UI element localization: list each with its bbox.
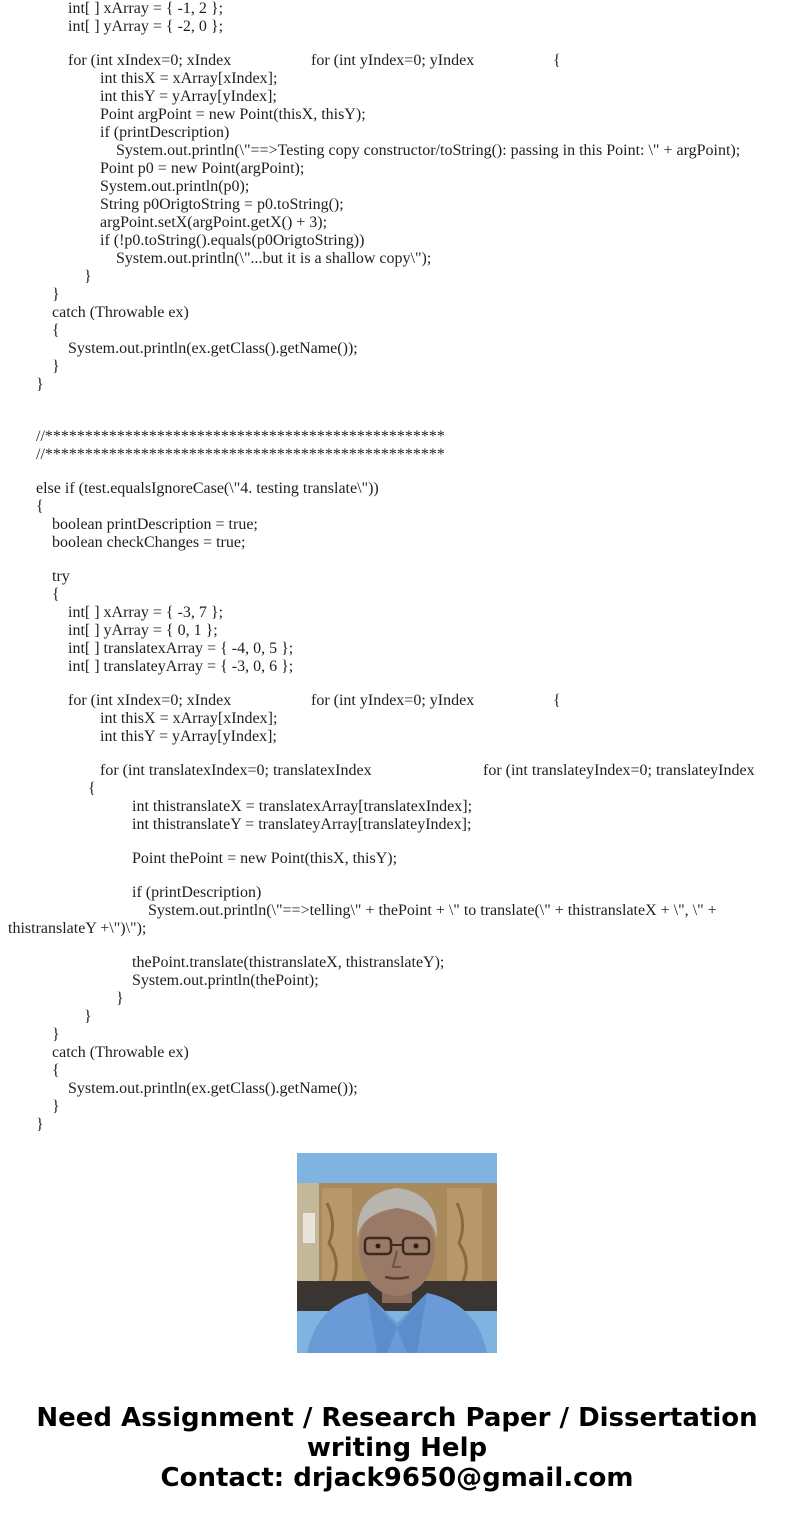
code-line: int thisY = yArray[yIndex];	[100, 88, 277, 105]
code-line: for (int translatexIndex=0; translatexIndex	[100, 762, 372, 779]
code-line: System.out.println(ex.getClass().getName());	[68, 340, 358, 357]
code-line: }	[116, 990, 124, 1007]
person-portrait-icon	[297, 1153, 497, 1353]
code-line: }	[52, 286, 60, 303]
code-line: if (printDescription)	[100, 124, 230, 141]
code-line: argPoint.setX(argPoint.getX() + 3);	[100, 214, 328, 231]
author-avatar	[297, 1153, 497, 1353]
code-line: int[ ] yArray = { 0, 1 };	[68, 622, 218, 639]
code-line: boolean printDescription = true;	[52, 516, 258, 533]
code-line: String p0OrigtoString = p0.toString();	[100, 196, 344, 213]
code-line: thistranslateY +\")\");	[8, 920, 147, 937]
code-line: if (!p0.toString().equals(p0OrigtoString))	[100, 232, 365, 249]
banner-line-contact-email: Contact: drjack9650@gmail.com	[160, 1463, 634, 1493]
code-line: System.out.println(\"==>telling\" + thePoint + \" to translate(\" + thistranslateX + \", \" +	[148, 902, 717, 919]
banner-line-services: Need Assignment / Research Paper / Dissertation	[36, 1403, 758, 1433]
code-line: {	[52, 322, 60, 339]
code-line: int[ ] yArray = { -2, 0 };	[68, 18, 224, 35]
code-line: System.out.println(\"...but it is a shallow copy\");	[116, 250, 432, 267]
code-line: System.out.println(p0);	[100, 178, 250, 195]
code-line: catch (Throwable ex)	[52, 304, 189, 321]
code-line: {	[88, 780, 96, 797]
code-line: }	[84, 268, 92, 285]
code-line: }	[52, 358, 60, 375]
code-line: int thisX = xArray[xIndex];	[100, 710, 278, 727]
code-line: System.out.println(ex.getClass().getName());	[68, 1080, 358, 1097]
code-line: }	[52, 1026, 60, 1043]
code-line: try	[52, 568, 70, 585]
code-line: catch (Throwable ex)	[52, 1044, 189, 1061]
code-line: System.out.println(thePoint);	[132, 972, 319, 989]
code-line: }	[36, 1116, 44, 1133]
code-line: boolean checkChanges = true;	[52, 534, 246, 551]
code-line: int[ ] xArray = { -3, 7 };	[68, 604, 224, 621]
code-line: for (int translateyIndex=0; translateyIndex	[483, 762, 755, 779]
code-line: if (printDescription)	[132, 884, 262, 901]
code-line: int thisY = yArray[yIndex];	[100, 728, 277, 745]
code-line: thePoint.translate(thistranslateX, thistranslateY);	[132, 954, 445, 971]
code-line: int thistranslateY = translateyArray[translateyIndex];	[132, 816, 472, 833]
code-line: for (int yIndex=0; yIndex	[311, 52, 475, 69]
code-line: for (int yIndex=0; yIndex	[311, 692, 475, 709]
code-line: int[ ] xArray = { -1, 2 };	[68, 0, 224, 17]
code-line: }	[84, 1008, 92, 1025]
code-line: for (int xIndex=0; xIndex	[68, 52, 232, 69]
code-line: int thisX = xArray[xIndex];	[100, 70, 278, 87]
code-line: int[ ] translateyArray = { -3, 0, 6 };	[68, 658, 294, 675]
code-line: else if (test.equalsIgnoreCase(\"4. testing translate\"))	[36, 480, 379, 497]
contact-banner	[0, 1403, 794, 1493]
code-line: int thistranslateX = translatexArray[translatexIndex];	[132, 798, 473, 815]
code-line: }	[52, 1098, 60, 1115]
code-line: {	[52, 586, 60, 603]
code-line: for (int xIndex=0; xIndex	[68, 692, 232, 709]
code-line: //**************************************************	[36, 428, 445, 445]
code-line: Point thePoint = new Point(thisX, thisY);	[132, 850, 398, 867]
code-line: //**************************************************	[36, 446, 445, 463]
code-line: {	[52, 1062, 60, 1079]
code-line: {	[553, 692, 561, 709]
code-line: Point argPoint = new Point(thisX, thisY);	[100, 106, 366, 123]
code-line: System.out.println(\"==>Testing copy constructor/toString(): passing in this Point: \" + argPoint);	[116, 142, 741, 159]
code-line: {	[553, 52, 561, 69]
code-line: {	[36, 498, 44, 515]
code-line: }	[36, 376, 44, 393]
code-line: int[ ] translatexArray = { -4, 0, 5 };	[68, 640, 294, 657]
banner-line-help: writing Help	[306, 1433, 488, 1463]
code-line: Point p0 = new Point(argPoint);	[100, 160, 305, 177]
